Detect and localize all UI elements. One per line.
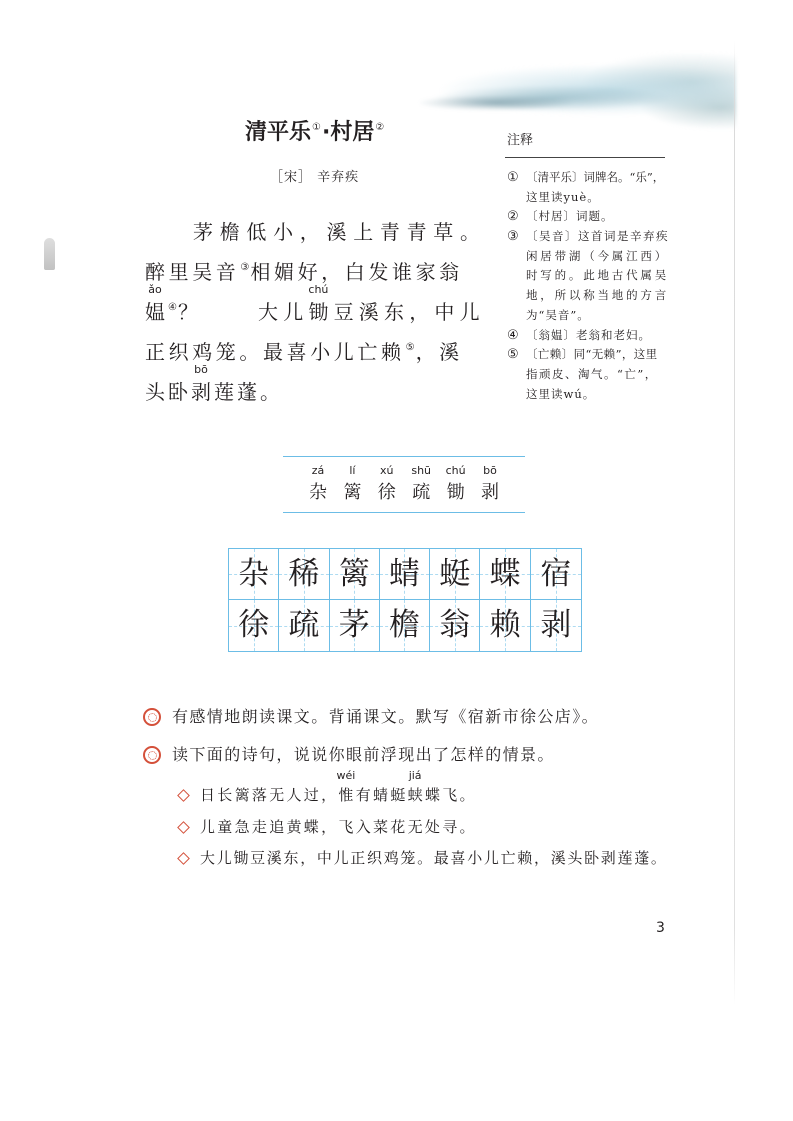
diamond-bullet-icon — [177, 789, 190, 802]
note-line: 这里读wú。 — [526, 386, 596, 401]
note-line: 〔翁媪〕老翁和老妇。 — [526, 327, 651, 342]
note-number: ③ — [507, 229, 519, 245]
grid-cell — [380, 549, 430, 600]
seal-bullet-icon — [143, 708, 161, 726]
annotated-char: 媪 — [145, 300, 167, 324]
page-number: 3 — [656, 920, 665, 936]
grid-cell — [279, 600, 329, 651]
note-line: 这里读yuè。 — [526, 189, 600, 204]
new-word-pinyin: chú — [445, 464, 466, 477]
note-line: 指顽皮、淘气。“亡”， — [526, 366, 658, 381]
new-word — [370, 457, 404, 512]
pinyin-annotation: wéi — [336, 769, 356, 782]
note-line: 〔村居〕词题。 — [526, 209, 614, 224]
new-word-char: 锄 — [446, 482, 465, 503]
new-word — [335, 457, 369, 512]
grid-cell — [480, 549, 530, 600]
note-item-4 — [507, 326, 677, 346]
annotated-char: 蛱 — [407, 786, 425, 804]
new-word-pinyin: bō — [483, 464, 497, 477]
poem-author: ［宋］ 辛弃疾 — [270, 170, 360, 185]
poem-note-marker: ⑤ — [405, 342, 415, 353]
note-number: ④ — [507, 327, 519, 343]
note-item-2 — [507, 207, 677, 227]
new-word — [473, 457, 507, 512]
grid-cell — [531, 600, 581, 651]
title-main: 清平乐 — [245, 120, 312, 145]
ruby-char — [145, 283, 167, 324]
grid-char: 篱 — [338, 555, 370, 592]
grid-cell — [279, 549, 329, 600]
notes-heading: 注释 — [507, 133, 534, 148]
annotated-char: 剥 — [191, 380, 214, 404]
grid-char: 杂 — [238, 555, 270, 592]
poem-line-5 — [145, 363, 283, 404]
poem-text: 莲蓬。 — [214, 380, 283, 404]
new-word — [404, 457, 438, 512]
poem-text: 豆溪东，中儿 — [333, 300, 485, 324]
grid-cell — [380, 600, 430, 651]
new-word-pinyin: zá — [311, 464, 325, 477]
diamond-bullet-icon — [177, 821, 190, 834]
grid-char: 檐 — [388, 607, 420, 643]
poem-text: 醉里吴音 — [145, 260, 240, 284]
note-item-5 — [507, 345, 677, 404]
writing-grid — [228, 548, 582, 652]
poem-line-3-part-1 — [145, 283, 200, 327]
verse-text: 日长篱落无人过， — [200, 786, 339, 804]
grid-cell — [229, 549, 279, 600]
title-note-marker-2: ② — [375, 122, 385, 133]
verse-3: 大儿锄豆溪东，中儿正织鸡笼。最喜小儿亡赖，溪头卧剥莲蓬。 — [200, 849, 668, 867]
title-note-marker-1: ① — [312, 122, 321, 133]
pinyin-annotation: jiá — [408, 769, 422, 782]
poem-line-3-part-2 — [258, 283, 485, 324]
grid-cell — [229, 600, 279, 651]
ruby-char — [336, 769, 356, 804]
grid-char: 翁 — [439, 607, 471, 643]
verse-1 — [200, 769, 477, 804]
pinyin-annotation: chú — [308, 283, 329, 296]
grid-char: 徐 — [238, 607, 270, 643]
poem-title — [245, 121, 385, 149]
grid-cell — [330, 600, 380, 651]
new-word-char: 杂 — [308, 482, 327, 503]
note-line: 为“吴音”。 — [526, 307, 590, 322]
new-word — [301, 457, 335, 512]
annotated-char: 惟 — [338, 786, 356, 804]
header-watercolor-illustration — [420, 50, 736, 130]
grid-cell — [430, 600, 480, 651]
verse-text: 蝶飞。 — [424, 786, 477, 804]
new-word-pinyin: xú — [380, 464, 394, 477]
margin-sketch-illustration — [44, 238, 55, 270]
new-word-char: 剥 — [480, 482, 499, 503]
seal-bullet-icon — [143, 746, 161, 764]
poem-line-2 — [145, 262, 463, 287]
poem-line-1: 茅檐低小，溪上青青草。 — [193, 220, 487, 244]
ruby-char — [308, 283, 334, 324]
new-word-pinyin: shū — [411, 464, 432, 477]
grid-char: 蜻 — [388, 555, 420, 592]
note-line: 时写的。此地古代属吴 — [526, 268, 669, 283]
grid-char: 蝶 — [489, 555, 521, 592]
exercise-2-text: 读下面的诗句，说说你眼前浮现出了怎样的情景。 — [172, 745, 555, 764]
verse-2: 儿童急走追黄蝶，飞入菜花无处寻。 — [200, 818, 477, 836]
title-separator: · — [321, 120, 331, 145]
grid-cell — [531, 549, 581, 600]
note-item-1 — [507, 168, 677, 207]
new-word — [438, 457, 472, 512]
new-words-box — [283, 456, 525, 513]
grid-char: 蜓 — [439, 555, 471, 592]
new-word-pinyin: lí — [349, 464, 356, 477]
note-line: 〔亡赖〕同“无赖”，这里 — [526, 347, 658, 362]
grid-char: 稀 — [288, 555, 320, 592]
grid-char: 赖 — [489, 607, 521, 643]
notes-list — [507, 168, 677, 404]
note-number: ② — [507, 209, 519, 225]
note-line: 地，所以称当地的方言 — [526, 288, 669, 303]
grid-char: 疏 — [288, 607, 320, 643]
note-item-3 — [507, 227, 677, 325]
poem-note-marker: ③ — [240, 262, 250, 273]
note-number: ① — [507, 170, 519, 185]
verse-text: 有蜻蜓 — [355, 786, 408, 804]
page-edge-line — [734, 40, 735, 1005]
pinyin-annotation: ǎo — [148, 283, 162, 296]
poem-text: ？ — [177, 300, 200, 324]
grid-char: 剥 — [540, 607, 572, 643]
diamond-bullet-icon — [177, 852, 190, 865]
grid-cell — [330, 549, 380, 600]
poem-text: 正织鸡笼。最喜小儿亡赖 — [145, 340, 405, 364]
ruby-char — [191, 363, 214, 404]
notes-divider — [505, 157, 665, 158]
poem-text: 相媚好，白发谁家翁 — [250, 260, 463, 284]
poem-line-4 — [145, 342, 463, 367]
exercise-1-text: 有感情地朗读课文。背诵课文。默写《宿新市徐公店》。 — [172, 707, 600, 726]
grid-cell — [480, 600, 530, 651]
grid-char: 茅 — [338, 607, 370, 643]
grid-char: 宿 — [540, 555, 572, 592]
ruby-char — [407, 769, 425, 804]
annotated-char: 锄 — [308, 300, 334, 324]
poem-text: ，溪 — [415, 340, 463, 364]
poem-note-marker: ④ — [168, 302, 177, 313]
new-word-char: 徐 — [377, 482, 396, 503]
grid-cell — [430, 549, 480, 600]
pinyin-annotation: bō — [194, 363, 208, 376]
poem-text: 大儿 — [258, 300, 309, 324]
note-number: ⑤ — [507, 347, 519, 363]
title-sub: 村居 — [330, 120, 375, 145]
note-line: 〔吴音〕这首词是辛弃疾 — [526, 229, 669, 244]
poem-text: 头卧 — [145, 380, 191, 404]
note-line: 闲居带湖（今属江西） — [526, 248, 669, 263]
new-word-char: 篱 — [343, 482, 362, 503]
new-word-char: 疏 — [412, 482, 431, 503]
note-line: 〔清平乐〕词牌名。“乐”， — [526, 170, 665, 184]
